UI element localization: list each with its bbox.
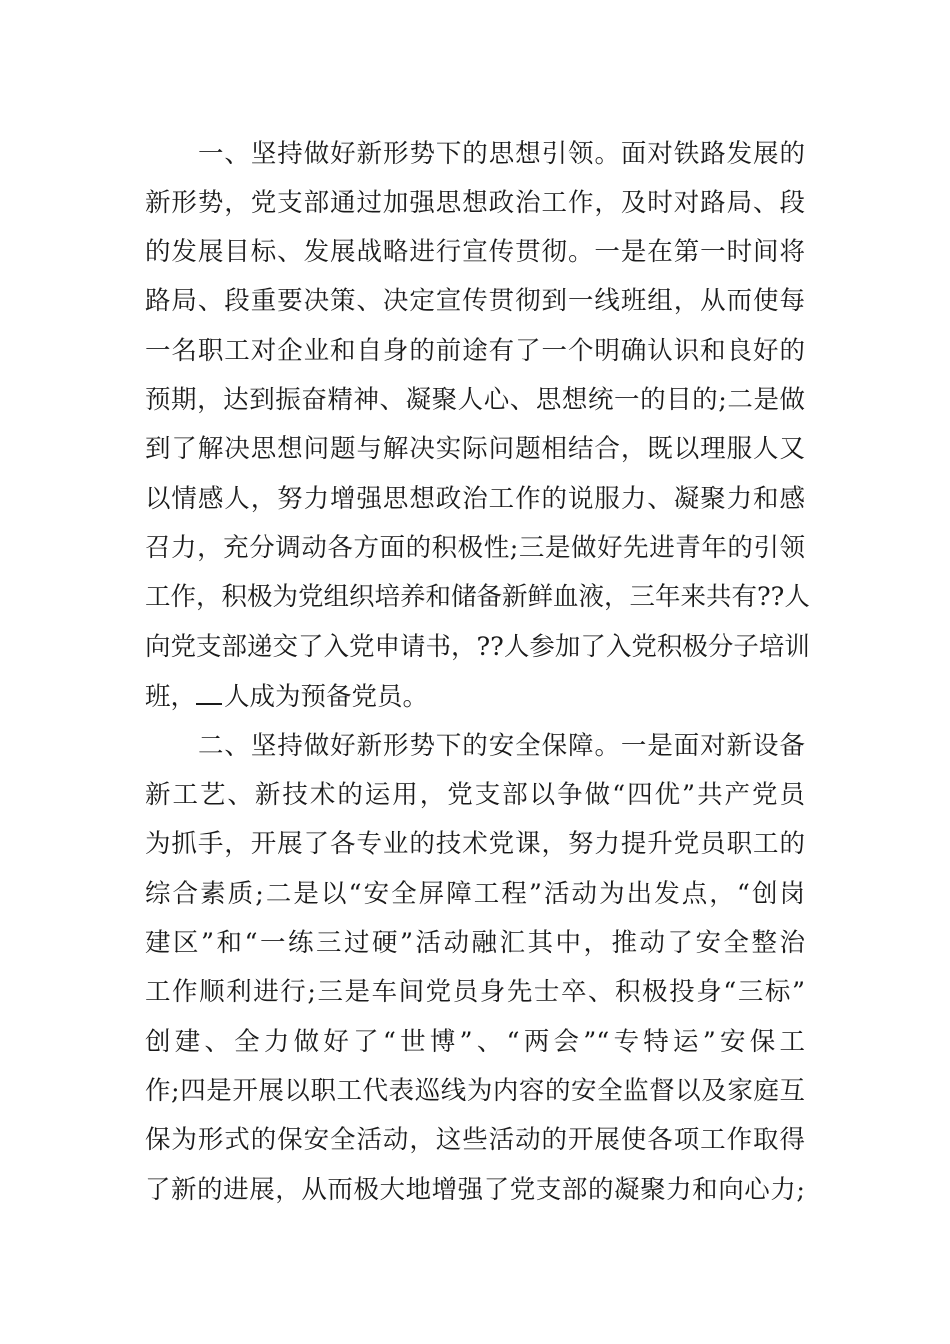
- paragraph-1-line-5: 一名职工对企业和自身的前途有了一个明确认识和良好的: [145, 336, 805, 366]
- paragraph-1-line-2: 新形势，党支部通过加强思想政治工作，及时对路局、段: [145, 188, 805, 218]
- paragraph-1-line-12: [145, 676, 805, 716]
- paragraph-2-line-10: 了新的进展，从而极大地增强了党支部的凝聚力和向心力;: [145, 1175, 805, 1205]
- paragraph-1-line-1: 一、坚持做好新形势下的思想引领。面对铁路发展的: [198, 139, 805, 169]
- paragraph-1-line-4: 路局、段重要决策、决定宣传贯彻到一线班组，从而使每: [145, 286, 805, 316]
- paragraph-1-line-10: 工作，积极为党组织培养和储备新鲜血液，三年来共有??人: [145, 582, 810, 612]
- paragraph-2-line-3: 为抓手，开展了各专业的技术党课，努力提升党员职工的: [145, 829, 805, 859]
- paragraph-1-line-9: 召力，充分调动各方面的积极性;三是做好先进青年的引领: [145, 533, 805, 563]
- paragraph-2-line-1: 二、坚持做好新形势下的安全保障。一是面对新设备: [198, 731, 805, 761]
- paragraph-1-line-11: 向党支部递交了入党申请书，??人参加了入党积极分子培训: [145, 632, 810, 662]
- fill-in-blank: [196, 676, 222, 705]
- paragraph-2-line-7: 创建、全力做好了“世博”、“两会”“专特运”安保工: [145, 1027, 805, 1057]
- paragraph-2-line-2: 新工艺、新技术的运用，党支部以争做“四优”共产党员: [145, 780, 805, 810]
- paragraph-1-line-8: 以情感人，努力增强思想政治工作的说服力、凝聚力和感: [145, 484, 805, 514]
- paragraph-2-line-9: 保为形式的保安全活动，这些活动的开展使各项工作取得: [145, 1125, 805, 1155]
- paragraph-1-line-12-suffix: 人成为预备党员。: [224, 681, 429, 712]
- paragraph-1-line-3: 的发展目标、发展战略进行宣传贯彻。一是在第一时间将: [145, 237, 805, 267]
- paragraph-2-line-4: 综合素质;二是以“安全屏障工程”活动为出发点，“创岗: [145, 879, 805, 909]
- paragraph-1-line-6: 预期，达到振奋精神、凝聚人心、思想统一的目的;二是做: [145, 385, 805, 415]
- paragraph-1-line-12-prefix: 班，: [145, 681, 197, 712]
- paragraph-2-line-5: 建区”和“一练三过硬”活动融汇其中，推动了安全整治: [145, 928, 805, 958]
- paragraph-2-line-6: 工作顺利进行;三是车间党员身先士卒、积极投身“三标”: [145, 977, 805, 1007]
- paragraph-1-line-7: 到了解决思想问题与解决实际问题相结合，既以理服人又: [145, 434, 805, 464]
- paragraph-2-line-8: 作;四是开展以职工代表巡线为内容的安全监督以及家庭互: [145, 1076, 805, 1106]
